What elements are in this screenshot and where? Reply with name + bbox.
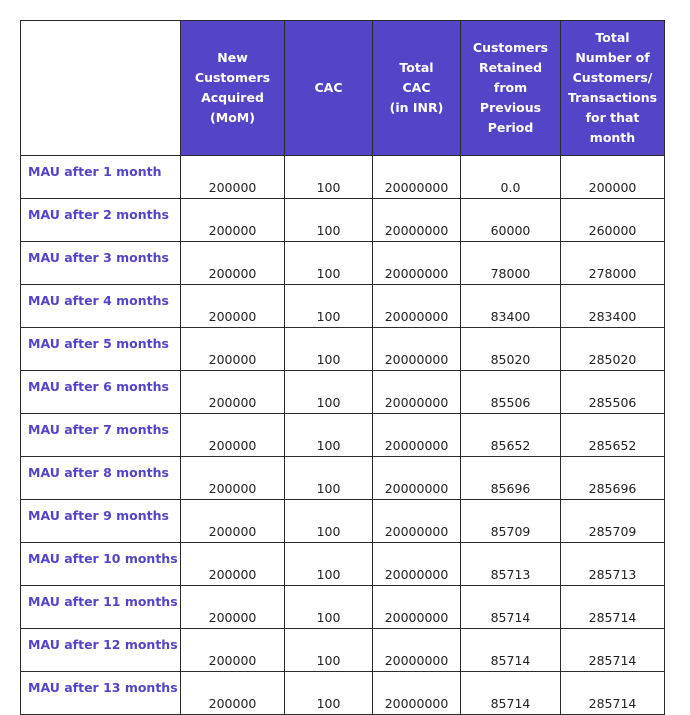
cell-total-customers: 285020 [561,328,665,371]
cell-new-customers: 200000 [181,371,285,414]
table-body [21,156,665,715]
cell-total-customers: 200000 [561,156,665,199]
row-label: MAU after 11 months [21,586,181,629]
header-line: Period [487,120,534,135]
cell-customers-retained: 0.0 [461,156,561,199]
table-row [21,586,665,629]
row-label: MAU after 2 months [21,199,181,242]
row-label: MAU after 13 months [21,672,181,715]
cell-customers-retained: 85709 [461,500,561,543]
cell-total-cac: 20000000 [373,285,461,328]
row-label: MAU after 9 months [21,500,181,543]
cell-cac: 100 [285,328,373,371]
cell-total-cac: 20000000 [373,586,461,629]
row-label: MAU after 10 months [21,543,181,586]
cell-total-customers: 285652 [561,414,665,457]
cell-new-customers: 200000 [181,414,285,457]
cell-cac: 100 [285,199,373,242]
cell-customers-retained: 83400 [461,285,561,328]
header-line: Previous [479,100,542,115]
table-row [21,371,665,414]
header-line: Customers [472,40,549,55]
cell-new-customers: 200000 [181,285,285,328]
header-cac [285,21,373,156]
cell-total-customers: 283400 [561,285,665,328]
cell-new-customers: 200000 [181,672,285,715]
cell-total-cac: 20000000 [373,199,461,242]
cell-cac: 100 [285,500,373,543]
cell-customers-retained: 85714 [461,586,561,629]
cell-customers-retained: 85020 [461,328,561,371]
cell-cac: 100 [285,457,373,500]
cell-total-customers: 285714 [561,629,665,672]
header-line: Number of [575,50,650,65]
cell-new-customers: 200000 [181,328,285,371]
cell-total-cac: 20000000 [373,242,461,285]
cell-customers-retained: 60000 [461,199,561,242]
cell-cac: 100 [285,285,373,328]
row-label: MAU after 12 months [21,629,181,672]
cell-total-customers: 285696 [561,457,665,500]
cell-total-cac: 20000000 [373,371,461,414]
row-label: MAU after 7 months [21,414,181,457]
header-new-customers [181,21,285,156]
header-line: from [493,80,528,95]
header-line: (in INR) [389,100,444,115]
cell-new-customers: 200000 [181,242,285,285]
row-label: MAU after 4 months [21,285,181,328]
row-label: MAU after 6 months [21,371,181,414]
table-row [21,242,665,285]
table-row [21,414,665,457]
table-row [21,629,665,672]
cell-cac: 100 [285,371,373,414]
cell-customers-retained: 85714 [461,629,561,672]
cell-total-cac: 20000000 [373,457,461,500]
header-line: Customers [194,70,271,85]
table-row [21,543,665,586]
cell-total-cac: 20000000 [373,328,461,371]
cell-total-customers: 285714 [561,586,665,629]
cell-customers-retained: 85696 [461,457,561,500]
cell-total-customers: 278000 [561,242,665,285]
header-corner-cell [21,21,181,156]
cell-total-cac: 20000000 [373,500,461,543]
cell-total-cac: 20000000 [373,543,461,586]
table-row [21,156,665,199]
header-line: Acquired [201,90,264,105]
table-row [21,672,665,715]
cell-customers-retained: 85652 [461,414,561,457]
cell-new-customers: 200000 [181,543,285,586]
header-line: month [589,130,636,145]
cell-total-cac: 20000000 [373,629,461,672]
header-customers-retained [461,21,561,156]
header-line: Retained [478,60,543,75]
table-row [21,199,665,242]
header-line: Total [399,60,434,75]
cell-total-cac: 20000000 [373,156,461,199]
cell-total-customers: 285506 [561,371,665,414]
cell-total-customers: 285714 [561,672,665,715]
header-line: Customers/ [572,70,653,85]
table-row [21,500,665,543]
row-label: MAU after 3 months [21,242,181,285]
cell-total-customers: 260000 [561,199,665,242]
cell-new-customers: 200000 [181,586,285,629]
cell-total-customers: 285713 [561,543,665,586]
row-label: MAU after 1 month [21,156,181,199]
header-line: (MoM) [210,110,255,125]
cell-cac: 100 [285,543,373,586]
row-label: MAU after 8 months [21,457,181,500]
row-label: MAU after 5 months [21,328,181,371]
cell-total-cac: 20000000 [373,672,461,715]
cell-new-customers: 200000 [181,629,285,672]
cell-total-cac: 20000000 [373,414,461,457]
cell-new-customers: 200000 [181,457,285,500]
header-line: CAC [314,80,343,95]
cell-customers-retained: 85713 [461,543,561,586]
cell-customers-retained: 85714 [461,672,561,715]
cell-customers-retained: 78000 [461,242,561,285]
cell-cac: 100 [285,586,373,629]
cell-new-customers: 200000 [181,500,285,543]
mau-table [20,20,665,715]
cell-cac: 100 [285,156,373,199]
cell-customers-retained: 85506 [461,371,561,414]
header-total-customers [561,21,665,156]
header-line: Total [595,30,630,45]
cell-cac: 100 [285,629,373,672]
header-line: Transactions [567,90,658,105]
table-row [21,328,665,371]
header-line: New [217,50,248,65]
header-line: CAC [402,80,431,95]
cell-new-customers: 200000 [181,199,285,242]
table-row [21,285,665,328]
header-total-cac [373,21,461,156]
cell-new-customers: 200000 [181,156,285,199]
table-row [21,457,665,500]
table-header-row [21,21,665,156]
header-line: for that [585,110,640,125]
cell-total-customers: 285709 [561,500,665,543]
cell-cac: 100 [285,414,373,457]
cell-cac: 100 [285,242,373,285]
cell-cac: 100 [285,672,373,715]
